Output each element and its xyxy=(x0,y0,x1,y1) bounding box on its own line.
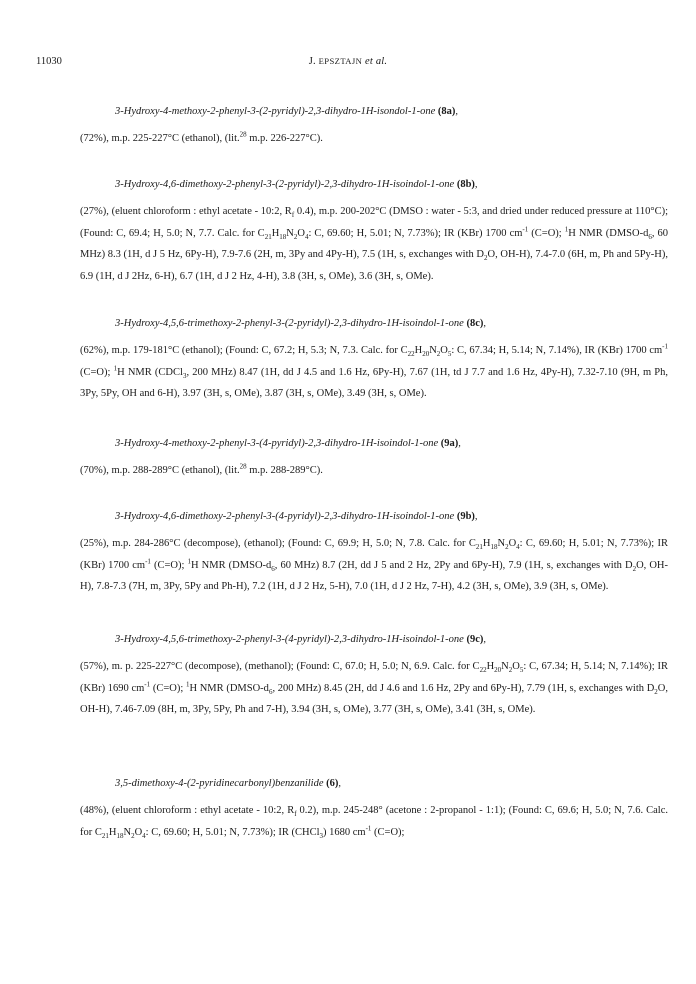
compound-label: (6) xyxy=(326,778,339,789)
compound-data: (48%), (eluent chloroform : ethyl acetate - 10:2, $R_f$ 0.2), m.p. 245-248° (acetone : 2-propanol - 1:1); (Found: C, 69.6; H, 5.0; N, 7.6. Calc. for $C_{21}H_{18}N_2O_4$: C, 69.60; H, 5.01; N, 7.73%); IR (CHCl$_3$) 1680 $cm^{-1}$ (C=O); xyxy=(80,805,668,840)
compound-name: 3-Hydroxy-4,6-dimethoxy-2-phenyl-3-(4-pyridyl)-2,3-dihydro-1H-isoindol-1-one xyxy=(115,511,455,522)
compound-name: 3-Hydroxy-4,5,6-trimethoxy-2-phenyl-3-(2-pyridyl)-2,3-dihydro-1H-isoindol-1-one xyxy=(115,318,464,329)
compound-entry-9b xyxy=(80,510,668,598)
compound-data: (27%), (eluent chloroform : ethyl acetate - 10:2, $R_f$ 0.4), m.p. 200-202°C (DMSO : water - 5:3, and dried under reduced pressure at 110°C); (Found: C, 69.4; H, 5.0; N, 7.7. Calc. for $C_{21}H_{18}N_2O_4$: C, 69.60; H, 5.01; N, 7.73%); IR (KBr) 1700 $cm^{-1}$ (C=O); $^1$H NMR ($DMSO-d_6$, 60 MHz) 8.3 (1H, d J 5 Hz, 6Py-H), 7.9-7.6 (2H, m, 3Py and 4Py-H), 7.5 (1H, s, exchanges with $D_2O$, OH-H), 7.4-7.0 (6H, m, Ph and 5Py-H), 6.9 (1H, d J 2Hz, 6-H), 6.7 (1H, d J 2 Hz, 4-H), 3.8 (3H, s, OMe), 3.6 (3H, s, OMe). xyxy=(80,206,669,282)
compound-label: (9c) xyxy=(466,634,484,645)
compound-name: 3-Hydroxy-4,5,6-trimethoxy-2-phenyl-3-(4-pyridyl)-2,3-dihydro-1H-isoindol-1-one xyxy=(115,634,464,645)
compound-label: (9b) xyxy=(456,511,475,522)
compound-entry-8a xyxy=(80,105,668,150)
compound-name: 3-Hydroxy-4-methoxy-2-phenyl-3-(2-pyridyl)-2,3-dihydro-1H-isondol-1-one xyxy=(115,106,436,117)
compound-label: (8c) xyxy=(466,318,484,329)
compound-entry-8c xyxy=(80,317,668,405)
author-initial: J. xyxy=(308,56,319,67)
compound-title: 3-Hydroxy-4,6-dimethoxy-2-phenyl-3-(4-pyridyl)-2,3-dihydro-1H-isoindol-1-one (9b), xyxy=(115,511,478,522)
compound-title: 3-Hydroxy-4,5,6-trimethoxy-2-phenyl-3-(2-pyridyl)-2,3-dihydro-1H-isoindol-1-one (8c), xyxy=(115,318,486,329)
compound-entry-9c xyxy=(80,633,668,721)
compound-label: (9a) xyxy=(440,438,459,449)
compound-title: 3-Hydroxy-4,5,6-trimethoxy-2-phenyl-3-(4-pyridyl)-2,3-dihydro-1H-isoindol-1-one (9c), xyxy=(115,634,486,645)
compound-title: 3-Hydroxy-4-methoxy-2-phenyl-3-(2-pyridyl)-2,3-dihydro-1H-isondol-1-one (8a), xyxy=(115,106,458,117)
compound-name: 3-Hydroxy-4,6-dimethoxy-2-phenyl-3-(2-pyridyl)-2,3-dihydro-1H-isoindol-1-one xyxy=(115,179,455,190)
compound-entry-9a xyxy=(80,437,668,482)
compound-title: 3-Hydroxy-4,6-dimethoxy-2-phenyl-3-(2-pyridyl)-2,3-dihydro-1H-isoindol-1-one (8b), xyxy=(115,179,478,190)
compound-entry-6 xyxy=(80,777,668,843)
compound-data: (62%), m.p. 179-181°C (ethanol); (Found: C, 67.2; H, 5.3; N, 7.3. Calc. for $C_{22}H_{20}N_2O_5$: C, 67.34; H, 5.14; N, 7.14%), IR (KBr) 1700 $cm^{-1}$ (C=O); $^1$H NMR (CDCl$_3$, 200 MHz) 8.47 (1H, dd J 4.5 and 1.6 Hz, 6Py-H), 7.67 (1H, td J 7.7 and 1.6 Hz, 4Py-H), 7.32-7.10 (9H, m Ph, 3Py, 5Py, OH and 6-H), 3.97 (3H, s, OMe), 3.87 (3H, s, OMe), 3.49 (3H, s, OMe). xyxy=(80,342,669,399)
compound-name: 3,5-dimethoxy-4-(2-pyridinecarbonyl)benzanilide xyxy=(115,778,324,789)
page-number: 11030 xyxy=(36,56,62,67)
compound-title: 3,5-dimethoxy-4-(2-pyridinecarbonyl)benzanilide (6), xyxy=(115,778,341,789)
running-title xyxy=(0,56,696,67)
compound-label: (8b) xyxy=(456,179,475,190)
author-surname: EPSZTAJN xyxy=(318,56,363,66)
compound-data: (25%), m.p. 284-286°C (decompose), (ethanol); (Found: C, 69.9; H, 5.0; N, 7.8. Calc. for $C_{21}H_{18}N_2O_4$: C, 69.60; H, 5.01; N, 7.73%); IR (KBr) 1700 $cm^{-1}$ (C=O); $^1$H NMR ($DMSO-d_6$, 60 MHz) 8.7 (2H, dd J 5 and 2 Hz, 2Py and 6Py-H), 7.9 (1H, s, exchanges with $D_2O$, OH-H), 7.8-7.3 (7H, m, 3Py, 5Py and Ph-H), 7.2 (1H, d J 2 Hz, 5-H), 7.0 (1H, d J 2 Hz, 7-H), 4.2 (3H, s, OMe), 3.9 (3H, s, OMe). xyxy=(80,538,669,592)
running-header xyxy=(0,56,696,72)
compound-title: 3-Hydroxy-4-methoxy-2-phenyl-3-(4-pyridyl)-2,3-dihydro-1H-isoindol-1-one (9a), xyxy=(115,438,461,449)
compound-data: (57%), m. p. 225-227°C (decompose), (methanol); (Found: C, 67.0; H, 5.0; N, 6.9. Calc. for $C_{22}H_{20}N_2O_5$: C, 67.34; H, 5.14; N, 7.14%); IR (KBr) 1690 $cm^{-1}$ (C=O); $^1$H NMR ($DMSO-d_6$, 200 MHz) 8.45 (2H, dd J 4.6 and 1.6 Hz, 2Py and 6Py-H), 7.79 (1H, s, exchanges with $D_2O$, OH-H), 7.46-7.09 (8H, m, 3Py, 5Py, Ph and 7-H), 3.94 (3H, s, OMe), 3.77 (3H, s, OMe), 3.41 (3H, s, OMe). xyxy=(80,661,669,715)
compound-data: (70%), m.p. 288-289°C (ethanol), (lit.$^{28}$ m.p. 288-289°C). xyxy=(80,462,323,476)
compound-data: (72%), m.p. 225-227°C (ethanol), (lit.$^{28}$ m.p. 226-227°C). xyxy=(80,130,323,144)
compound-label: (8a) xyxy=(437,106,456,117)
compound-name: 3-Hydroxy-4-methoxy-2-phenyl-3-(4-pyridyl)-2,3-dihydro-1H-isoindol-1-one xyxy=(115,438,439,449)
compound-entry-8b xyxy=(80,178,668,287)
et-al: et al. xyxy=(362,56,388,67)
